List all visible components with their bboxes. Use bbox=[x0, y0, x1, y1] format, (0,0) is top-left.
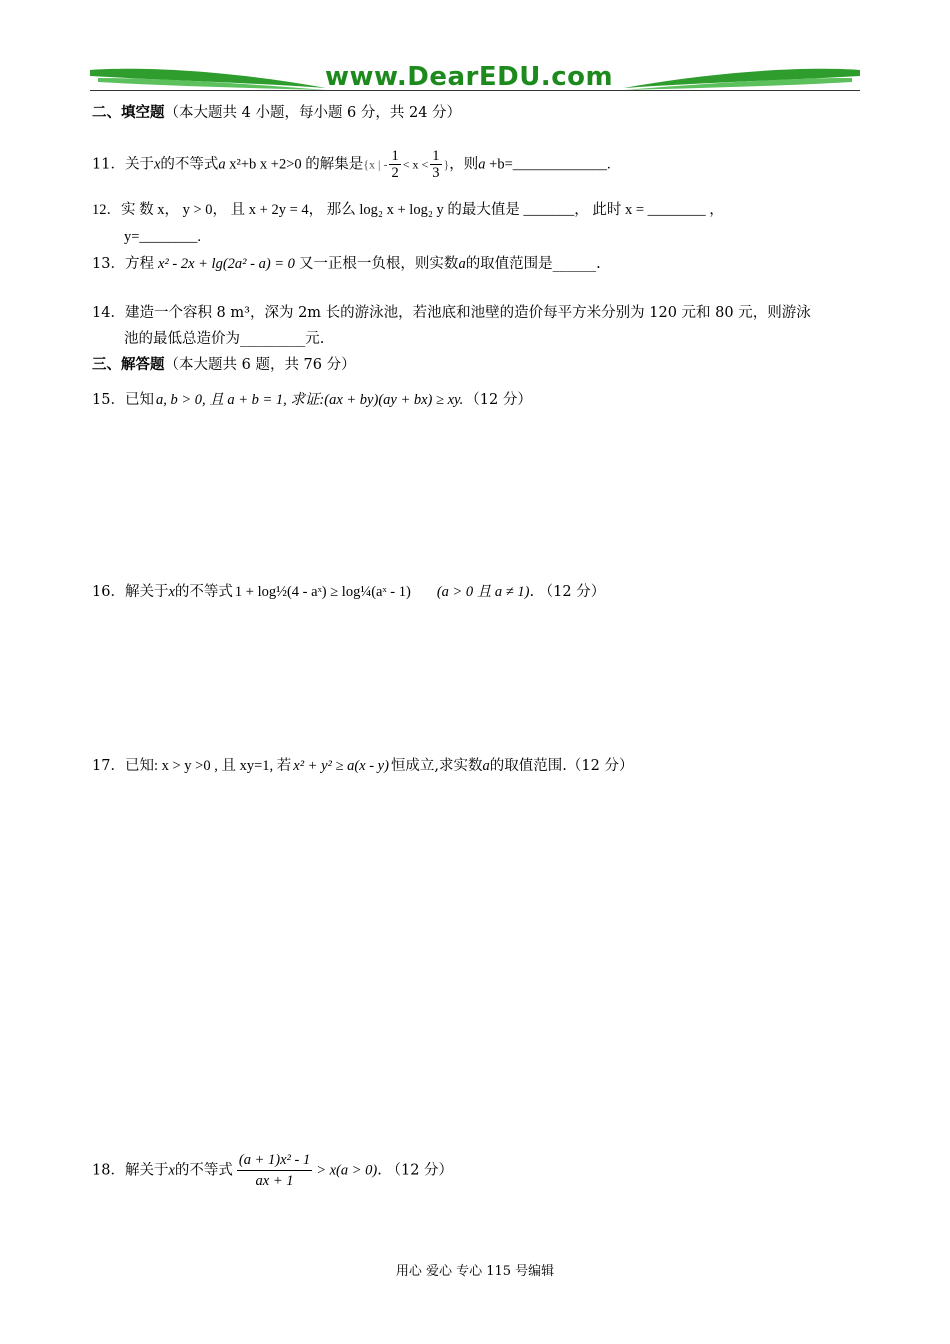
q11-f1-den: 2 bbox=[391, 165, 399, 181]
q11-expr: x²+b x +2>0 的解集是 bbox=[225, 156, 364, 173]
page-footer: 用心 爱心 专心 115 号编辑 bbox=[395, 1264, 555, 1279]
q12-line-1: 实 数 x， y > 0， 且 x + 2y = 4， 那么 log₂ x + log₂ y 的最大值是 _______， 此时 x = ________ ， bbox=[121, 202, 724, 218]
q11-fraction-1 bbox=[389, 148, 400, 181]
q14-number: 14． bbox=[92, 305, 125, 321]
q16-mid: 的不等式 bbox=[174, 584, 233, 600]
q18-var-x: x bbox=[168, 1162, 175, 1179]
q15-condition: a, b > 0, 且 a + b = 1, 求证:(ax + by)(ay + bx) ≥ xy. bbox=[155, 392, 464, 408]
q17-tail-2: 的取值范围.（12 分） bbox=[489, 758, 634, 774]
q11-mid: 的不等式 bbox=[160, 156, 219, 173]
q12-line-2: y=________. bbox=[124, 229, 202, 245]
q13-tail: 的取值范围是______. bbox=[465, 256, 601, 272]
q11-number: 11． bbox=[92, 156, 125, 173]
q13-pre: 方程 bbox=[124, 256, 154, 272]
q11-lt: < x < bbox=[402, 157, 429, 172]
q16-expression: 1 + log½(4 - aˣ) ≥ log¼(aˣ - 1) bbox=[234, 584, 411, 600]
q16-number: 16． bbox=[92, 584, 125, 600]
q11-var-a: a bbox=[218, 156, 226, 173]
q18-numerator: (a + 1)x² - 1 bbox=[237, 1150, 312, 1171]
q15-pre: 已知 bbox=[124, 392, 154, 408]
q18-score: . （12 分） bbox=[377, 1162, 454, 1179]
q17-number: 17． bbox=[92, 758, 125, 774]
header-rule bbox=[90, 90, 860, 91]
question-15 bbox=[92, 390, 532, 410]
q14-line-1: 建造一个容积 8 m³，深为 2m 长的游泳池，若池底和池壁的造价每平方米分别为 120 元和 80 元，则游泳 bbox=[124, 305, 811, 321]
q17-expression: x² + y² ≥ a(x - y) bbox=[293, 758, 389, 774]
q18-denominator: ax + 1 bbox=[255, 1173, 294, 1189]
question-13 bbox=[92, 254, 601, 274]
q11-after: ，则 bbox=[449, 156, 479, 173]
section2-note: （本大题共 4 小题，每小题 6 分，共 24 分） bbox=[164, 105, 462, 121]
q18-number: 18． bbox=[92, 1162, 125, 1179]
q11-set-close: } bbox=[443, 157, 450, 172]
question-12 bbox=[92, 200, 724, 220]
section2-title: 二、填空题 bbox=[92, 104, 165, 121]
question-16 bbox=[92, 582, 605, 602]
q17-tail: 恒成立,求实数 bbox=[390, 758, 483, 774]
question-17 bbox=[92, 756, 633, 776]
q14-line-2: 池的最低总造价为_________元. bbox=[124, 331, 325, 347]
q16-pre: 解关于 bbox=[124, 584, 169, 600]
q15-score: （12 分） bbox=[465, 392, 532, 408]
q16-condition: (a > 0 且 a ≠ 1) bbox=[436, 584, 530, 600]
q11-f1-num: 1 bbox=[391, 148, 399, 164]
q17-text: 已知: x > y >0 , 且 xy=1, 若 bbox=[124, 758, 292, 774]
q11-fraction-2 bbox=[430, 148, 441, 181]
section3-heading bbox=[92, 355, 356, 375]
q11-var-x: x bbox=[153, 156, 161, 173]
q11-set-open: {x | - bbox=[363, 157, 388, 172]
question-11 bbox=[92, 148, 611, 181]
q13-var-a: a bbox=[458, 256, 466, 272]
q15-number: 15． bbox=[92, 392, 125, 408]
section2-heading bbox=[92, 103, 461, 123]
q18-rest: > x(a > 0) bbox=[316, 1162, 378, 1179]
q11-tail: +b=_____________. bbox=[485, 156, 611, 173]
q18-pre: 解关于 bbox=[124, 1162, 169, 1179]
question-18 bbox=[92, 1150, 453, 1191]
q17-var-a: a bbox=[482, 758, 490, 774]
q18-mid: 的不等式 bbox=[174, 1162, 233, 1179]
question-14 bbox=[92, 303, 811, 323]
q11-pre: 关于 bbox=[124, 156, 154, 173]
q13-number: 13． bbox=[92, 256, 125, 272]
q11-f2-den: 3 bbox=[432, 165, 440, 181]
q11-var-a2: a bbox=[478, 156, 486, 173]
q18-fraction bbox=[237, 1150, 312, 1191]
q11-f2-num: 1 bbox=[432, 148, 440, 164]
q13-equation: x² - 2x + lg(2a² - a) = 0 bbox=[157, 256, 295, 272]
section3-title: 三、解答题 bbox=[92, 356, 165, 373]
site-logo-text: www.DearEDU.com bbox=[325, 62, 614, 92]
q16-var-x: x bbox=[168, 584, 175, 600]
q13-mid: 又一正根一负根，则实数 bbox=[298, 256, 459, 272]
section3-note: （本大题共 6 题，共 76 分） bbox=[164, 357, 356, 373]
q12-number: 12． bbox=[92, 202, 121, 218]
q16-score: . （12 分） bbox=[529, 584, 606, 600]
